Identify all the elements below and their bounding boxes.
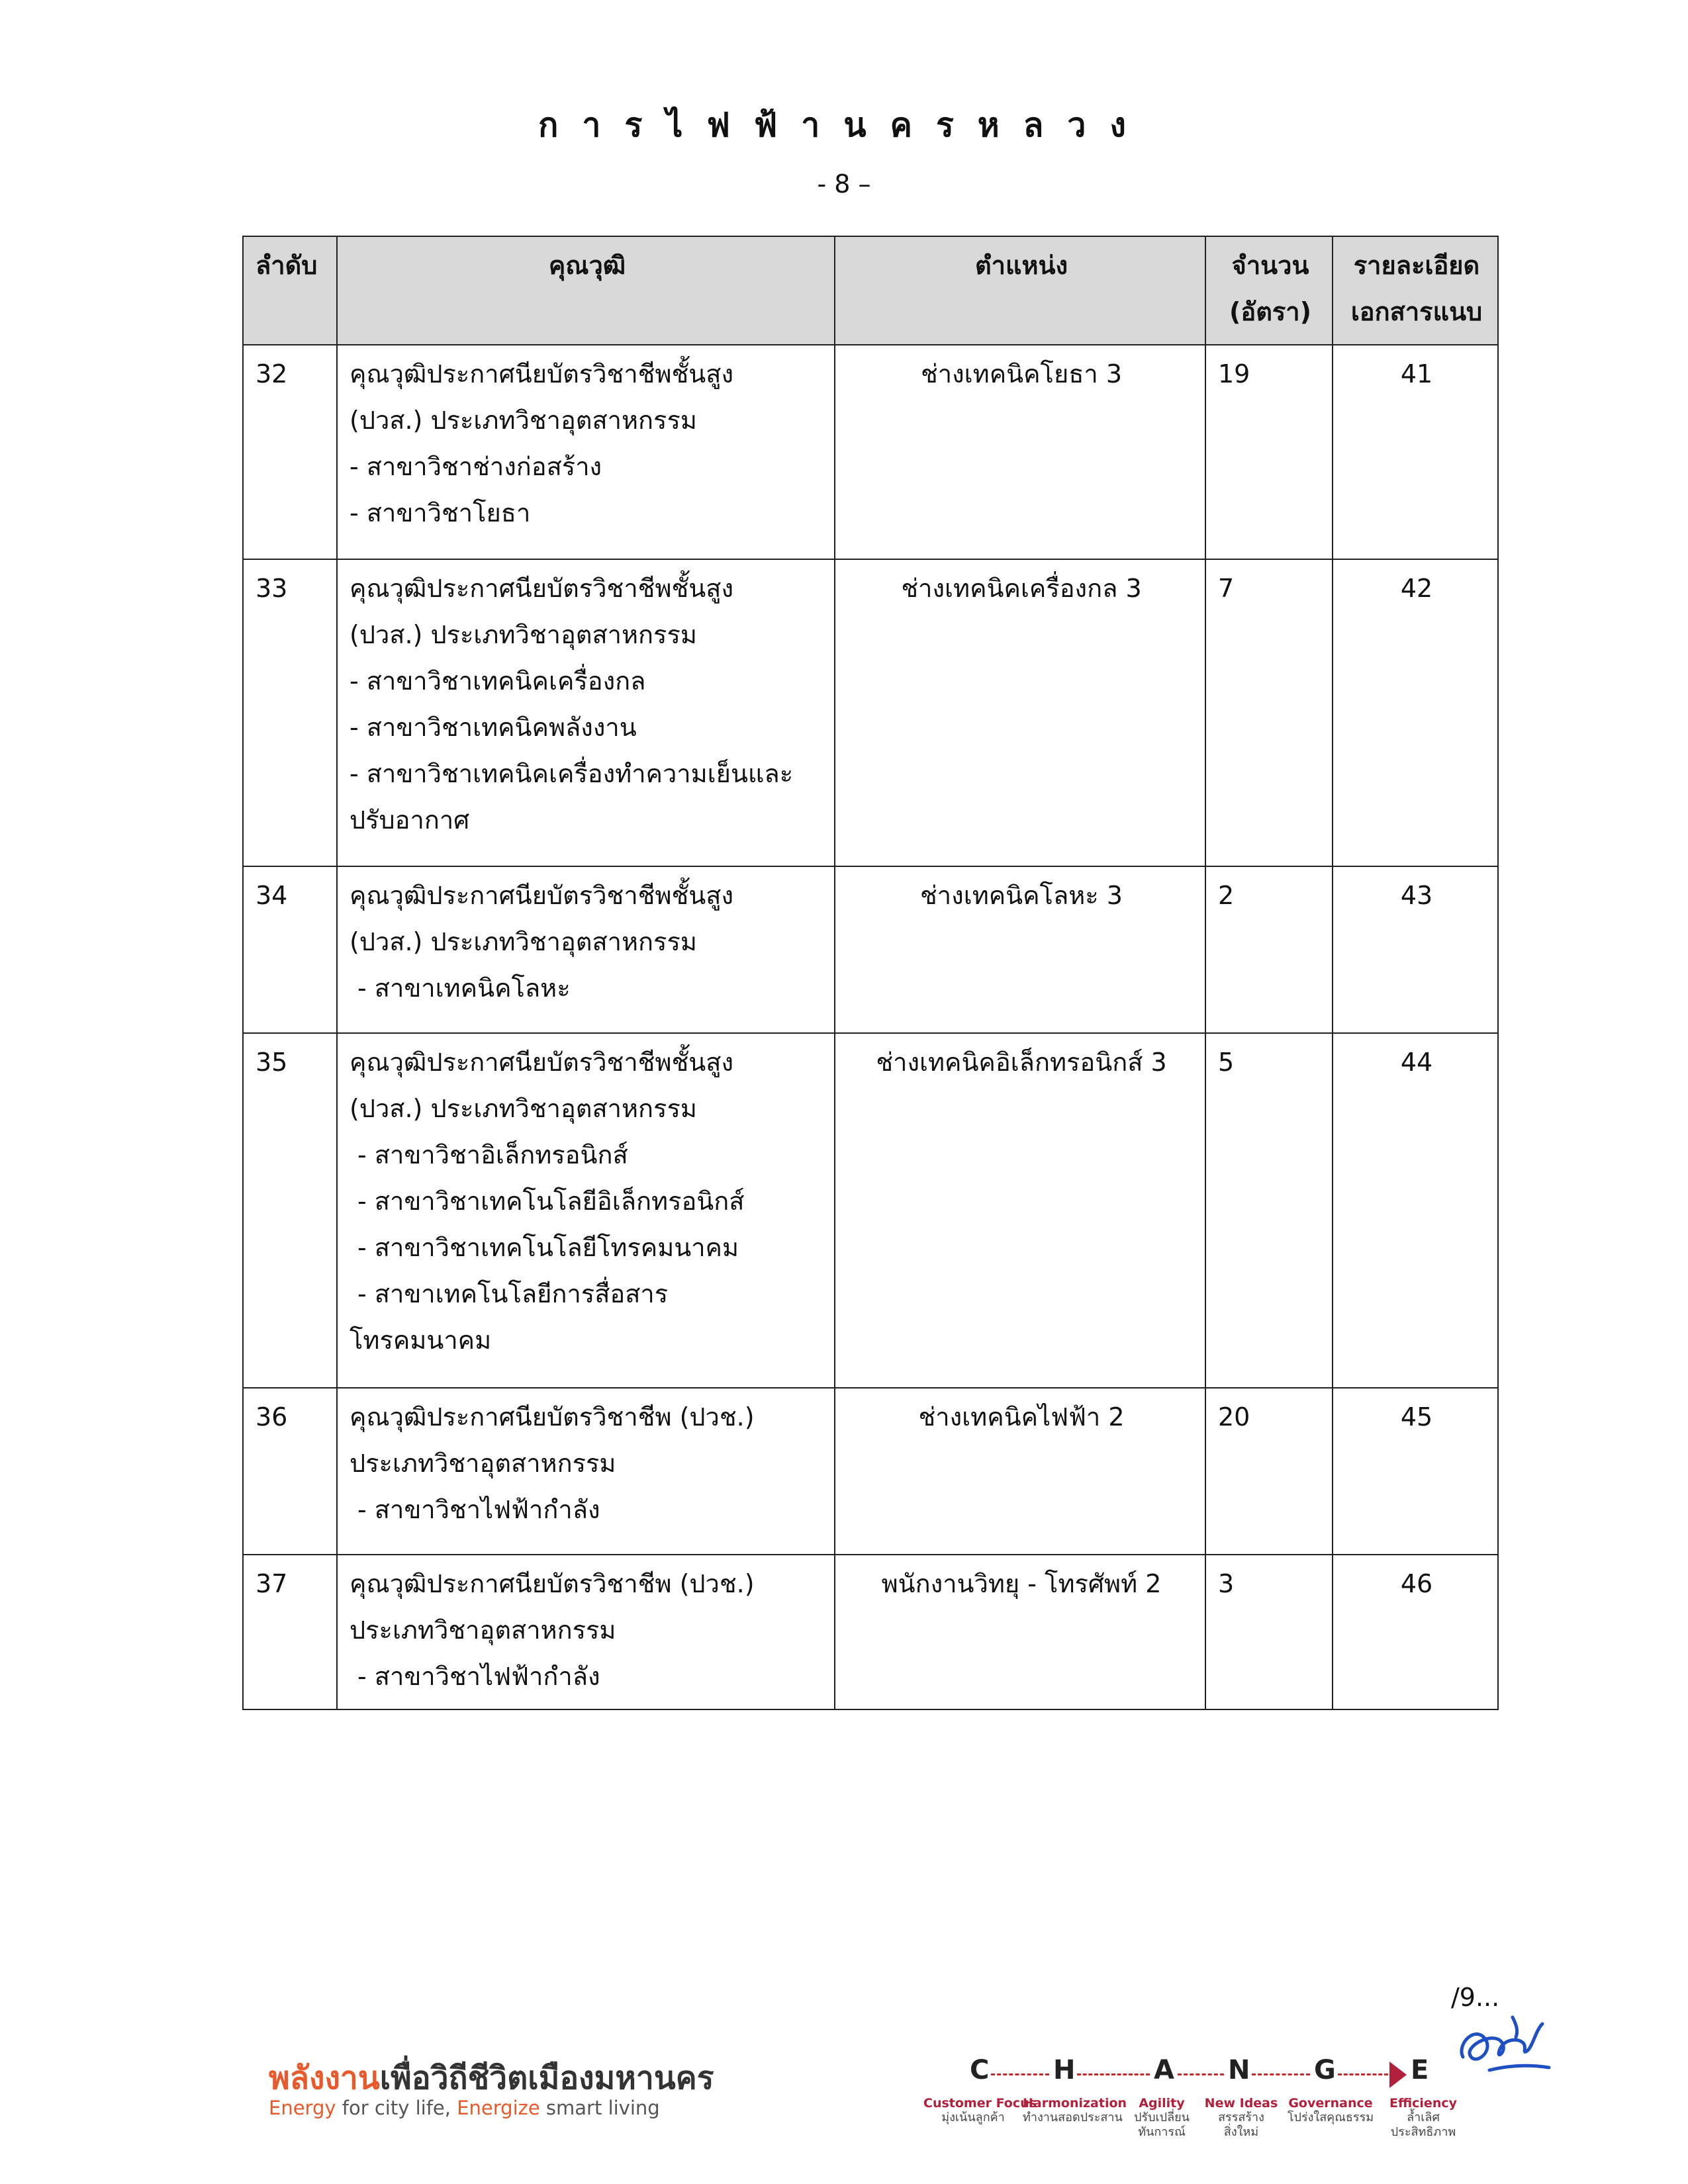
- qualification-line: (ปวส.) ประเภทวิชาอุตสาหกรรม: [350, 927, 697, 956]
- row-order-cell: 33: [243, 559, 337, 866]
- change-value-th: ทำงานสอดประสาน: [1023, 2111, 1123, 2124]
- change-value-th: ประสิทธิภาพ: [1390, 2125, 1456, 2139]
- row-order-cell: 35: [243, 1033, 337, 1388]
- qualification-line: - สาขาวิชาเทคโนโลยีอิเล็กทรอนิกส์: [357, 1187, 745, 1216]
- column-header-qualification: คุณวุฒิ: [337, 236, 835, 345]
- qualification-line: - สาขาเทคโนโลยีการสื่อสาร: [357, 1279, 669, 1308]
- slogan-en-energize: Energize: [457, 2097, 540, 2119]
- qualification-line: - สาขาวิชาโยธา: [350, 498, 531, 527]
- column-header-position: ตำแหน่ง: [835, 236, 1205, 345]
- row-qualification-cell: [337, 1033, 835, 1388]
- qualification-line: - สาขาวิชาช่างก่อสร้าง: [350, 452, 602, 481]
- change-value-th: ปรับเปลี่ยน: [1134, 2111, 1190, 2124]
- qualification-line: - สาขาวิชาไฟฟ้ากำลัง: [357, 1662, 600, 1691]
- change-value-th: โปร่งใสคุณธรรม: [1287, 2111, 1374, 2124]
- row-position-cell: พนักงานวิทยุ - โทรศัพท์ 2: [835, 1555, 1205, 1709]
- change-value-en: Agility: [1139, 2096, 1185, 2111]
- change-dash: [991, 2073, 1049, 2075]
- change-value-en: Harmonization: [1023, 2096, 1127, 2111]
- organization-title: การไฟฟ้านครหลวง: [538, 106, 1150, 144]
- row-count-cell: 3: [1205, 1555, 1333, 1709]
- row-order-cell: 37: [243, 1555, 337, 1709]
- page-number: - 8 –: [817, 169, 871, 199]
- qualification-line: - สาขาวิชาเทคโนโลยีโทรคมนาคม: [357, 1233, 739, 1262]
- change-arrow-icon: [1389, 2062, 1407, 2088]
- change-value-efficiency: [1380, 2096, 1466, 2140]
- table-row: [243, 559, 1498, 866]
- row-count-cell: 7: [1205, 559, 1333, 866]
- row-order-cell: 32: [243, 345, 337, 559]
- change-letters-row: [923, 2055, 1466, 2095]
- qualification-line: คุณวุฒิประกาศนียบัตรวิชาชีพชั้นสูง: [350, 359, 734, 388]
- slogan-en-energy: Energy: [269, 2097, 336, 2119]
- row-attachment-cell: 41: [1333, 345, 1498, 559]
- qualification-line: คุณวุฒิประกาศนียบัตรวิชาชีพ (ปวช.): [350, 1569, 755, 1598]
- footer-slogan-english: [269, 2097, 660, 2119]
- change-dash: [1077, 2073, 1150, 2075]
- change-dash: [1338, 2073, 1388, 2075]
- change-value-th: ทันการณ์: [1138, 2125, 1186, 2139]
- slogan-en-part: for city life,: [336, 2097, 457, 2119]
- row-qualification-cell: [337, 1555, 835, 1709]
- column-header-attachment-line-1: รายละเอียด: [1353, 251, 1480, 280]
- table-row: [243, 1388, 1498, 1555]
- change-value-th: มุ่งเน้นลูกค้า: [941, 2111, 1005, 2124]
- qualification-line: คุณวุฒิประกาศนียบัตรวิชาชีพชั้นสูง: [350, 1048, 734, 1077]
- column-header-attachment-line-2: เอกสารแนบ: [1350, 297, 1483, 326]
- table-header-row: [243, 236, 1498, 345]
- change-value-th: ล้ำเลิศ: [1407, 2111, 1440, 2124]
- qualification-line: - สาขาวิชาเทคนิคพลังงาน: [350, 713, 637, 742]
- row-attachment-cell: 46: [1333, 1555, 1498, 1709]
- change-dash: [1178, 2073, 1224, 2075]
- change-letter-g: G: [1314, 2055, 1336, 2085]
- row-count-cell: 5: [1205, 1033, 1333, 1388]
- slogan-rest: เพื่อวิถีชีวิตเมืองมหานคร: [379, 2060, 714, 2097]
- qualification-line: คุณวุฒิประกาศนียบัตรวิชาชีพ (ปวช.): [350, 1402, 755, 1432]
- row-order-cell: 34: [243, 866, 337, 1033]
- column-header-order: ลำดับ: [243, 236, 337, 345]
- qualification-line: - สาขาวิชาอิเล็กทรอนิกส์: [357, 1140, 628, 1169]
- qualification-line: โทรคมนาคม: [350, 1326, 492, 1355]
- qualification-table: [242, 236, 1499, 1710]
- table-row: [243, 866, 1498, 1033]
- change-value-en: Customer Focus: [923, 2096, 1037, 2111]
- change-value-agility: [1122, 2096, 1201, 2140]
- change-value-en: Efficiency: [1389, 2096, 1457, 2111]
- change-values-logo: [923, 2055, 1466, 2148]
- continuation-marker: /9...: [1451, 1983, 1500, 2012]
- change-value-en: New Ideas: [1204, 2096, 1278, 2111]
- row-count-cell: 20: [1205, 1388, 1333, 1555]
- change-value-governance: [1281, 2096, 1380, 2125]
- row-order-cell: 36: [243, 1388, 337, 1555]
- row-position-cell: ช่างเทคนิคโยธา 3: [835, 345, 1205, 559]
- change-value-en: Governance: [1288, 2096, 1373, 2111]
- qualification-line: คุณวุฒิประกาศนียบัตรวิชาชีพชั้นสูง: [350, 574, 734, 603]
- row-qualification-cell: [337, 1388, 835, 1555]
- footer-slogan-thai: [269, 2053, 714, 2103]
- change-letter-c: C: [970, 2055, 990, 2085]
- row-position-cell: ช่างเทคนิคเครื่องกล 3: [835, 559, 1205, 866]
- column-header-attachment: [1333, 236, 1498, 345]
- change-value-customer-focus: [923, 2096, 1037, 2125]
- change-value-harmonization: [1023, 2096, 1127, 2125]
- change-letter-n: N: [1228, 2055, 1250, 2085]
- row-count-cell: 2: [1205, 866, 1333, 1033]
- slogan-accent: พลังงาน: [269, 2060, 380, 2097]
- slogan-en-part: smart living: [539, 2097, 660, 2119]
- change-dash: [1252, 2073, 1310, 2075]
- qualification-line: - สาขาวิชาเทคนิคเครื่องกล: [350, 666, 646, 696]
- qualification-line: - สาขาวิชาไฟฟ้ากำลัง: [357, 1495, 600, 1524]
- change-letter-e: E: [1411, 2055, 1429, 2085]
- change-value-th: สิ่งใหม่: [1223, 2125, 1259, 2139]
- row-qualification-cell: [337, 866, 835, 1033]
- qualification-line: (ปวส.) ประเภทวิชาอุตสาหกรรม: [350, 406, 697, 435]
- row-position-cell: ช่างเทคนิคไฟฟ้า 2: [835, 1388, 1205, 1555]
- qualification-line: (ปวส.) ประเภทวิชาอุตสาหกรรม: [350, 620, 697, 649]
- row-count-cell: 19: [1205, 345, 1333, 559]
- table-row: [243, 1555, 1498, 1709]
- change-value-new-ideas: [1201, 2096, 1281, 2140]
- qualification-line: ประเภทวิชาอุตสาหกรรม: [350, 1615, 616, 1645]
- table-row: [243, 345, 1498, 559]
- qualification-line: คุณวุฒิประกาศนียบัตรวิชาชีพชั้นสูง: [350, 881, 734, 910]
- change-letter-h: H: [1053, 2055, 1076, 2085]
- row-position-cell: ช่างเทคนิคอิเล็กทรอนิกส์ 3: [835, 1033, 1205, 1388]
- row-attachment-cell: 45: [1333, 1388, 1498, 1555]
- row-attachment-cell: 42: [1333, 559, 1498, 866]
- row-attachment-cell: 43: [1333, 866, 1498, 1033]
- row-qualification-cell: [337, 559, 835, 866]
- qualification-line: - สาขาวิชาเทคนิคเครื่องทำความเย็นและ: [350, 759, 794, 788]
- qualification-line: - สาขาเทคนิคโลหะ: [357, 974, 571, 1003]
- change-value-th: สรรสร้าง: [1218, 2111, 1264, 2124]
- column-header-count-line-2: (อัตรา): [1229, 297, 1311, 326]
- column-header-count-line-1: จำนวน: [1231, 251, 1309, 280]
- change-letter-a: A: [1154, 2055, 1174, 2085]
- row-attachment-cell: 44: [1333, 1033, 1498, 1388]
- row-qualification-cell: [337, 345, 835, 559]
- row-position-cell: ช่างเทคนิคโลหะ 3: [835, 866, 1205, 1033]
- qualification-line: ปรับอากาศ: [350, 805, 470, 835]
- qualification-line: ประเภทวิชาอุตสาหกรรม: [350, 1449, 616, 1478]
- column-header-count: [1205, 236, 1333, 345]
- table-row: [243, 1033, 1498, 1388]
- qualification-line: (ปวส.) ประเภทวิชาอุตสาหกรรม: [350, 1094, 697, 1123]
